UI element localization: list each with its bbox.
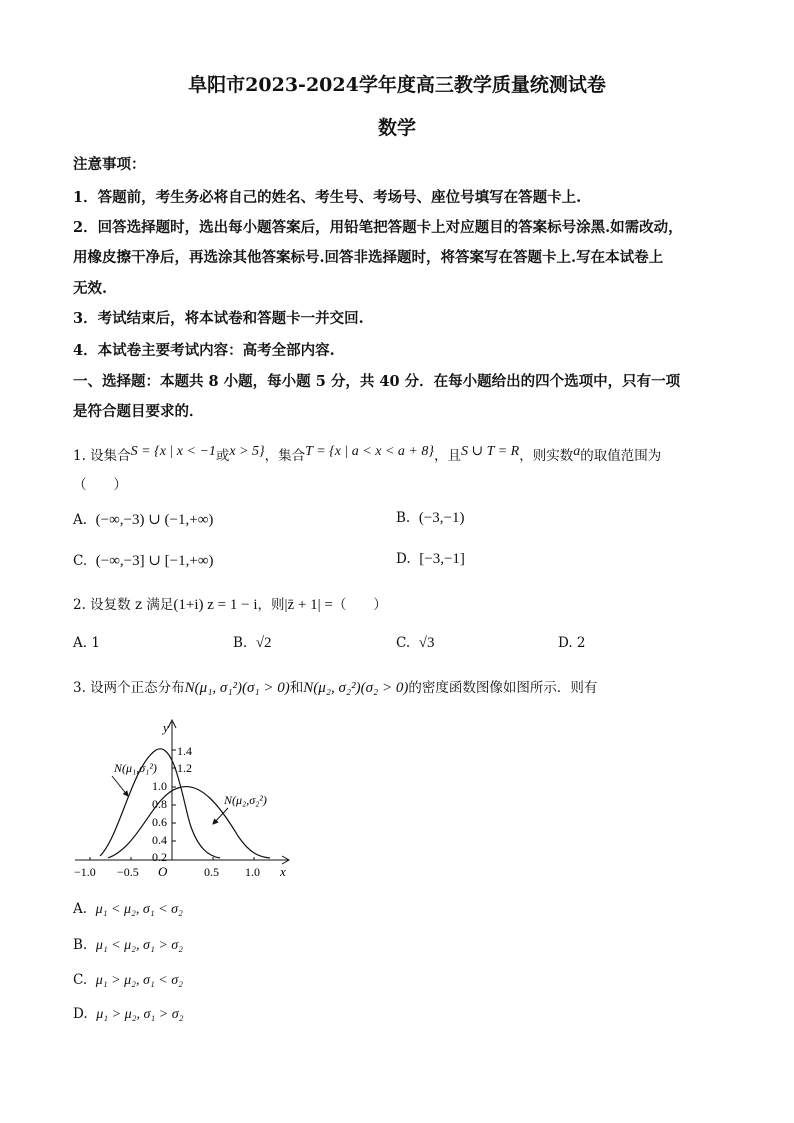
q1-option-a: A. (−∞,−3) ∪ (−1,+∞) — [73, 512, 214, 528]
x-tick-label: 0.5 — [204, 865, 219, 879]
y-tick-label: 1.4 — [177, 744, 192, 758]
curve-1-label: N(μ₁,σ₁²) — [114, 761, 157, 775]
exam-title: 阜阳市2023-2024学年度高三教学质量统测试卷 — [188, 74, 606, 96]
notice-item-2: 2．回答选择题时，选出每小题答案后，用铅笔把答题卡上对应题目的答案标号涂黑.如需改动， — [73, 219, 683, 236]
notice-item-2-end: 无效. — [73, 280, 108, 297]
normal-distribution-figure — [70, 716, 300, 886]
question-2: 2. 设复数 z 满足(1+i) z = 1 − i，则|z̄ + 1| =（ ） — [73, 597, 387, 613]
curve-2-label: N(μ₂,σ₂²) — [224, 793, 267, 807]
exam-subject: 数学 — [377, 117, 416, 139]
q2-option-d: D. 2 — [558, 635, 586, 651]
q2-option-c: C. √3 — [396, 635, 435, 651]
y-tick-label: 0.6 — [152, 815, 167, 829]
q2-option-a: A. 1 — [73, 635, 100, 651]
section-heading: 一、选择题：本题共 8 小题，每小题 5 分，共 40 分．在每小题给出的四个选项中，只有一项 — [73, 373, 681, 390]
x-tick-label: −1.0 — [74, 865, 96, 879]
x-tick-label: −0.5 — [117, 865, 139, 879]
question-1-paren: （ ） — [73, 477, 127, 493]
q3-option-c: C. μ₁ > μ₂, σ₁ < σ₂ — [73, 972, 183, 988]
y-tick-label: 0.8 — [152, 797, 167, 811]
y-tick-label: 1.2 — [177, 761, 192, 775]
question-1: 1. 设集合S = {x | x < −1或x > 5}，集合T = {x | a < x < a + 8}，且S ∪ T = R，则实数a的取值范围为 — [73, 444, 662, 464]
origin-label: O — [158, 864, 168, 879]
notice-item-2-cont: 用橡皮擦干净后，再选涂其他答案标号.回答非选择题时，将答案写在答题卡上.写在本试卷上 — [73, 249, 664, 266]
q3-option-b: B. μ₁ < μ₂, σ₁ > σ₂ — [73, 937, 184, 953]
q1-option-d: D. [−3,−1] — [396, 551, 465, 567]
q3-option-d: D. μ₁ > μ₂, σ₁ > σ₂ — [73, 1006, 184, 1022]
x-axis-label: x — [280, 864, 286, 879]
notice-item-4: 4．本试卷主要考试内容：高考全部内容. — [73, 342, 335, 359]
y-tick-label: 0.4 — [152, 833, 167, 847]
q1-option-c: C. (−∞,−3] ∪ [−1,+∞) — [73, 553, 214, 569]
notice-item-1: 1．答题前，考生务必将自己的姓名、考生号、考场号、座位号填写在答题卡上. — [73, 189, 582, 206]
question-3: 3. 设两个正态分布N(μ₁, σ₁²)(σ₁ > 0)和N(μ₂, σ₂²)(σ₂ > 0)的密度函数图像如图所示．则有 — [73, 680, 598, 696]
y-tick-label: 1.0 — [152, 779, 167, 793]
q1-option-b: B. (−3,−1) — [396, 510, 465, 526]
notice-heading: 注意事项： — [73, 156, 146, 173]
notice-item-3: 3．考试结束后，将本试卷和答题卡一并交回. — [73, 310, 364, 327]
q2-option-b: B. √2 — [233, 635, 272, 651]
section-heading-cont: 是符合题目要求的． — [73, 403, 204, 420]
y-axis-label: y — [163, 720, 169, 735]
x-tick-label: 1.0 — [245, 865, 260, 879]
curve-1-arrow — [112, 776, 128, 796]
q3-option-a: A. μ₁ < μ₂, σ₁ < σ₂ — [73, 901, 183, 917]
y-tick-label: 0.2 — [152, 850, 167, 864]
